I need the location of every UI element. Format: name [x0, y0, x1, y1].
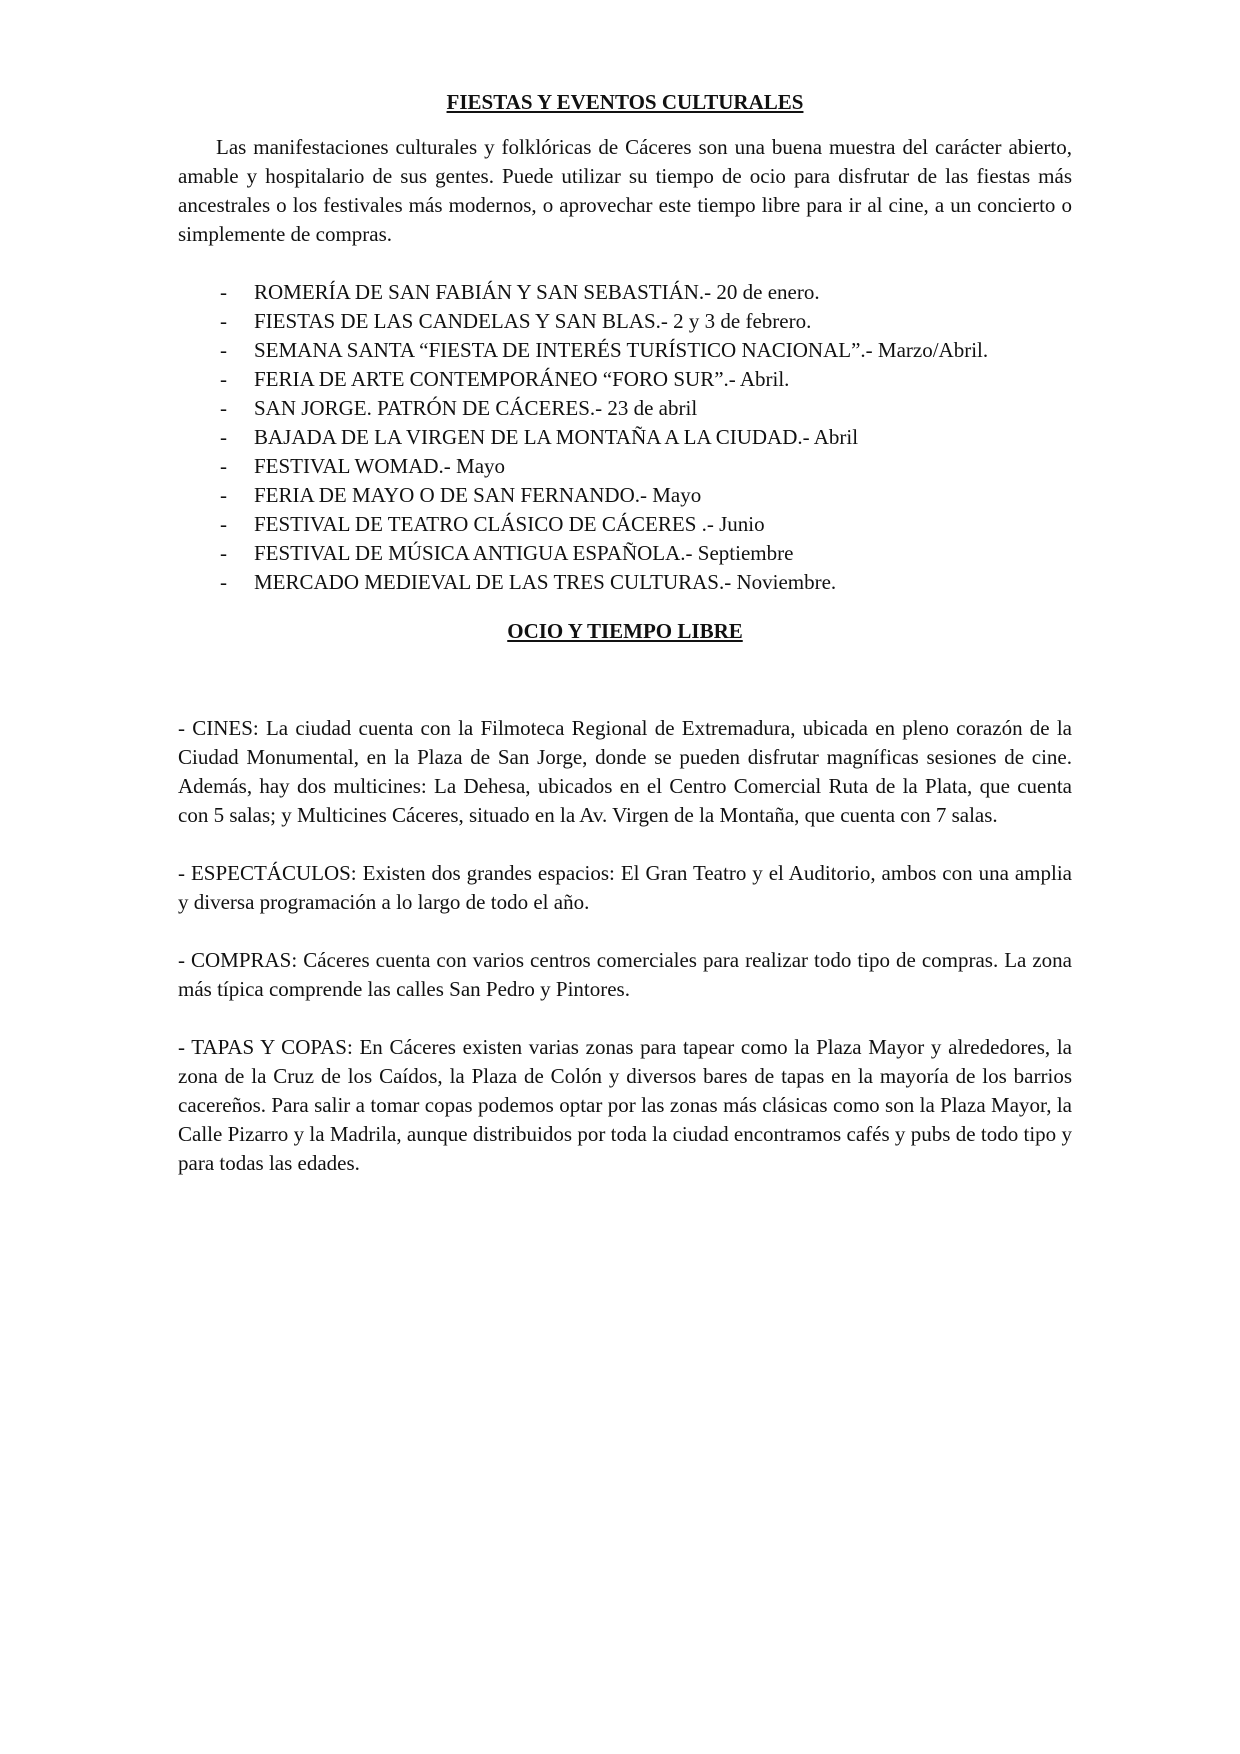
bullet-dash: -	[220, 396, 227, 420]
compras-paragraph: - COMPRAS: Cáceres cuenta con varios centros comerciales para realizar todo tipo de compras. La zona más típica comprende las calles San Pedro y Pintores.	[178, 948, 1072, 1001]
list-item	[178, 365, 1072, 394]
bullet-dash: -	[220, 483, 227, 507]
list-item	[178, 539, 1072, 568]
event-text: FERIA DE MAYO O DE SAN FERNANDO.- Mayo	[254, 483, 702, 507]
espectaculos-paragraph: - ESPECTÁCULOS: Existen dos grandes espacios: El Gran Teatro y el Auditorio, ambos con una amplia y diversa programación a lo largo de todo el año.	[178, 861, 1072, 914]
section-title-ocio: OCIO Y TIEMPO LIBRE	[507, 619, 743, 643]
list-item	[178, 510, 1072, 539]
bullet-dash: -	[220, 454, 227, 478]
bullet-dash: -	[220, 338, 227, 362]
list-item	[178, 452, 1072, 481]
event-text: FERIA DE ARTE CONTEMPORÁNEO “FORO SUR”.- Abril.	[254, 367, 790, 391]
bullet-dash: -	[220, 541, 227, 565]
bullet-dash: -	[220, 367, 227, 391]
event-text: FESTIVAL DE MÚSICA ANTIGUA ESPAÑOLA.- Septiembre	[254, 541, 794, 565]
event-text: ROMERÍA DE SAN FABIÁN Y SAN SEBASTIÁN.- 20 de enero.	[254, 280, 820, 304]
list-item	[178, 278, 1072, 307]
bullet-dash: -	[220, 425, 227, 449]
list-item	[178, 394, 1072, 423]
event-text: FIESTAS DE LAS CANDELAS Y SAN BLAS.- 2 y 3 de febrero.	[254, 309, 812, 333]
event-text: FESTIVAL WOMAD.- Mayo	[254, 454, 506, 478]
event-text: BAJADA DE LA VIRGEN DE LA MONTAÑA A LA CIUDAD.- Abril	[254, 425, 859, 449]
list-item	[178, 336, 1072, 365]
events-list	[178, 278, 1072, 597]
event-text: MERCADO MEDIEVAL DE LAS TRES CULTURAS.- Noviembre.	[254, 570, 837, 594]
bullet-dash: -	[220, 280, 227, 304]
list-item	[178, 423, 1072, 452]
document-page	[178, 88, 1072, 1178]
list-item	[178, 481, 1072, 510]
list-item	[178, 307, 1072, 336]
intro-paragraph: Las manifestaciones culturales y folklóricas de Cáceres son una buena muestra del carácter abierto, amable y hospitalario de sus gentes. Puede utilizar su tiempo de ocio para disfrutar de las fiestas más ancestrales o los festivales más modernos, o aprovechar este tiempo libre para ir al cine, a un concierto o simplemente de compras.	[178, 135, 1072, 246]
section-title-fiestas: FIESTAS Y EVENTOS CULTURALES	[446, 90, 804, 114]
bullet-dash: -	[220, 512, 227, 536]
list-item	[178, 568, 1072, 597]
event-text: SAN JORGE. PATRÓN DE CÁCERES.- 23 de abril	[254, 396, 698, 420]
bullet-dash: -	[220, 570, 227, 594]
tapas-copas-paragraph: - TAPAS Y COPAS: En Cáceres existen varias zonas para tapear como la Plaza Mayor y alrededores, la zona de la Cruz de los Caídos, la Plaza de Colón y diversos bares de tapas en la mayoría de los barrios cacereños. Para salir a tomar copas podemos optar por las zonas más clásicas como son la Plaza Mayor, la Calle Pizarro y la Madrila, aunque distribuidos por toda la ciudad encontramos cafés y pubs de todo tipo y para todas las edades.	[178, 1035, 1072, 1175]
cines-paragraph: - CINES: La ciudad cuenta con la Filmoteca Regional de Extremadura, ubicada en pleno corazón de la Ciudad Monumental, en la Plaza de San Jorge, donde se pueden disfrutar magníficas sesiones de cine. Además, hay dos multicines: La Dehesa, ubicados en el Centro Comercial Ruta de la Plata, que cuenta con 5 salas; y Multicines Cáceres, situado en la Av. Virgen de la Montaña, que cuenta con 7 salas.	[178, 716, 1072, 827]
event-text: FESTIVAL DE TEATRO CLÁSICO DE CÁCERES .- Junio	[254, 512, 765, 536]
bullet-dash: -	[220, 309, 227, 333]
event-text: SEMANA SANTA “FIESTA DE INTERÉS TURÍSTICO NACIONAL”.- Marzo/Abril.	[254, 338, 989, 362]
